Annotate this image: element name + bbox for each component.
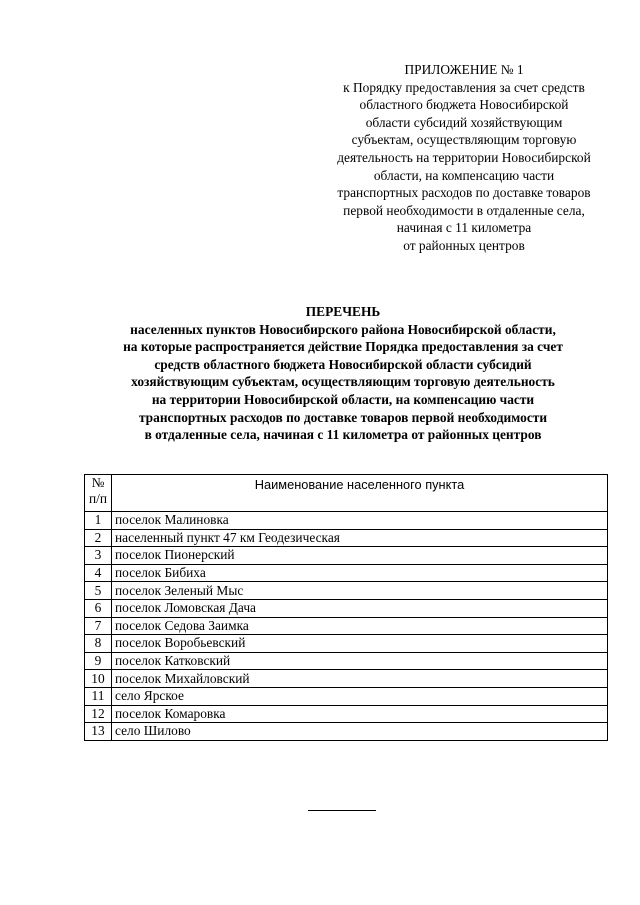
table-row <box>85 705 608 723</box>
table-row <box>85 564 608 582</box>
settlement-name: поселок Малиновка <box>112 512 608 530</box>
table-row <box>85 512 608 530</box>
settlement-name: поселок Комаровка <box>112 705 608 723</box>
appendix-line: областного бюджета Новосибирской <box>359 97 569 113</box>
column-header-name: Наименование населенного пункта <box>112 475 608 512</box>
appendix-line: деятельность на территории Новосибирской <box>337 149 591 165</box>
row-number: 12 <box>85 705 112 723</box>
row-number: 10 <box>85 670 112 688</box>
heading-line: транспортных расходов по доставке товаров первой необходимости <box>138 409 548 425</box>
row-number: 1 <box>85 512 112 530</box>
row-number: 4 <box>85 564 112 582</box>
heading-line: хозяйствующим субъектам, осуществляющим торговую деятельность <box>131 374 555 390</box>
appendix-line: первой необходимости в отдаленные села, <box>343 202 585 218</box>
appendix-line: области, на компенсацию части <box>373 167 555 183</box>
table-header-row <box>85 475 608 512</box>
settlement-name: поселок Зеленый Мыс <box>112 582 608 600</box>
column-header-number <box>85 475 112 512</box>
table-row <box>85 617 608 635</box>
row-number: 2 <box>85 529 112 547</box>
heading-line: на территории Новосибирской области, на компенсацию части <box>151 391 535 407</box>
settlement-name: населенный пункт 47 км Геодезическая <box>112 529 608 547</box>
appendix-title: ПРИЛОЖЕНИЕ № 1 <box>404 62 524 77</box>
table-row <box>85 635 608 653</box>
settlement-name: село Шилово <box>112 723 608 741</box>
row-number: 11 <box>85 687 112 705</box>
settlement-name: поселок Седова Заимка <box>112 617 608 635</box>
row-number: 3 <box>85 547 112 565</box>
end-rule <box>308 810 376 811</box>
settlement-name: поселок Михайловский <box>112 670 608 688</box>
heading-line: средств областного бюджета Новосибирской области субсидий <box>154 356 532 372</box>
column-header-number-line2: п/п <box>88 491 108 506</box>
table-row <box>85 599 608 617</box>
table-row <box>85 582 608 600</box>
appendix-line: от районных центров <box>403 237 525 253</box>
table-row <box>85 687 608 705</box>
appendix-line: начиная с 11 километра <box>396 220 532 236</box>
row-number: 9 <box>85 652 112 670</box>
row-number: 8 <box>85 635 112 653</box>
appendix-line: к Порядку предоставления за счет средств <box>343 79 585 95</box>
row-number: 13 <box>85 723 112 741</box>
document-heading <box>60 303 626 444</box>
settlement-name: поселок Пионерский <box>112 547 608 565</box>
appendix-line: области субсидий хозяйствующим <box>365 114 563 130</box>
heading-line: населенных пунктов Новосибирского района Новосибирской области, <box>130 321 556 337</box>
settlements-table <box>84 474 608 741</box>
table-row <box>85 670 608 688</box>
appendix-block <box>312 61 616 255</box>
settlement-name: поселок Бибиха <box>112 564 608 582</box>
table-row <box>85 529 608 547</box>
appendix-line: субъектам, осуществляющим торговую <box>351 132 577 148</box>
column-header-number-line1: № <box>91 475 105 490</box>
row-number: 5 <box>85 582 112 600</box>
table-row <box>85 652 608 670</box>
table-row <box>85 547 608 565</box>
settlement-name: село Ярское <box>112 687 608 705</box>
row-number: 6 <box>85 599 112 617</box>
appendix-line: транспортных расходов по доставке товаров <box>337 185 591 201</box>
heading-line: в отдаленные села, начиная с 11 километра от районных центров <box>144 427 542 443</box>
settlement-name: поселок Воробьевский <box>112 635 608 653</box>
heading-line: на которые распространяется действие Порядка предоставления за счет <box>123 339 563 355</box>
heading-title: ПЕРЕЧЕНЬ <box>305 304 381 319</box>
table-body <box>85 512 608 741</box>
row-number: 7 <box>85 617 112 635</box>
settlement-name: поселок Катковский <box>112 652 608 670</box>
table-row <box>85 723 608 741</box>
settlement-name: поселок Ломовская Дача <box>112 599 608 617</box>
